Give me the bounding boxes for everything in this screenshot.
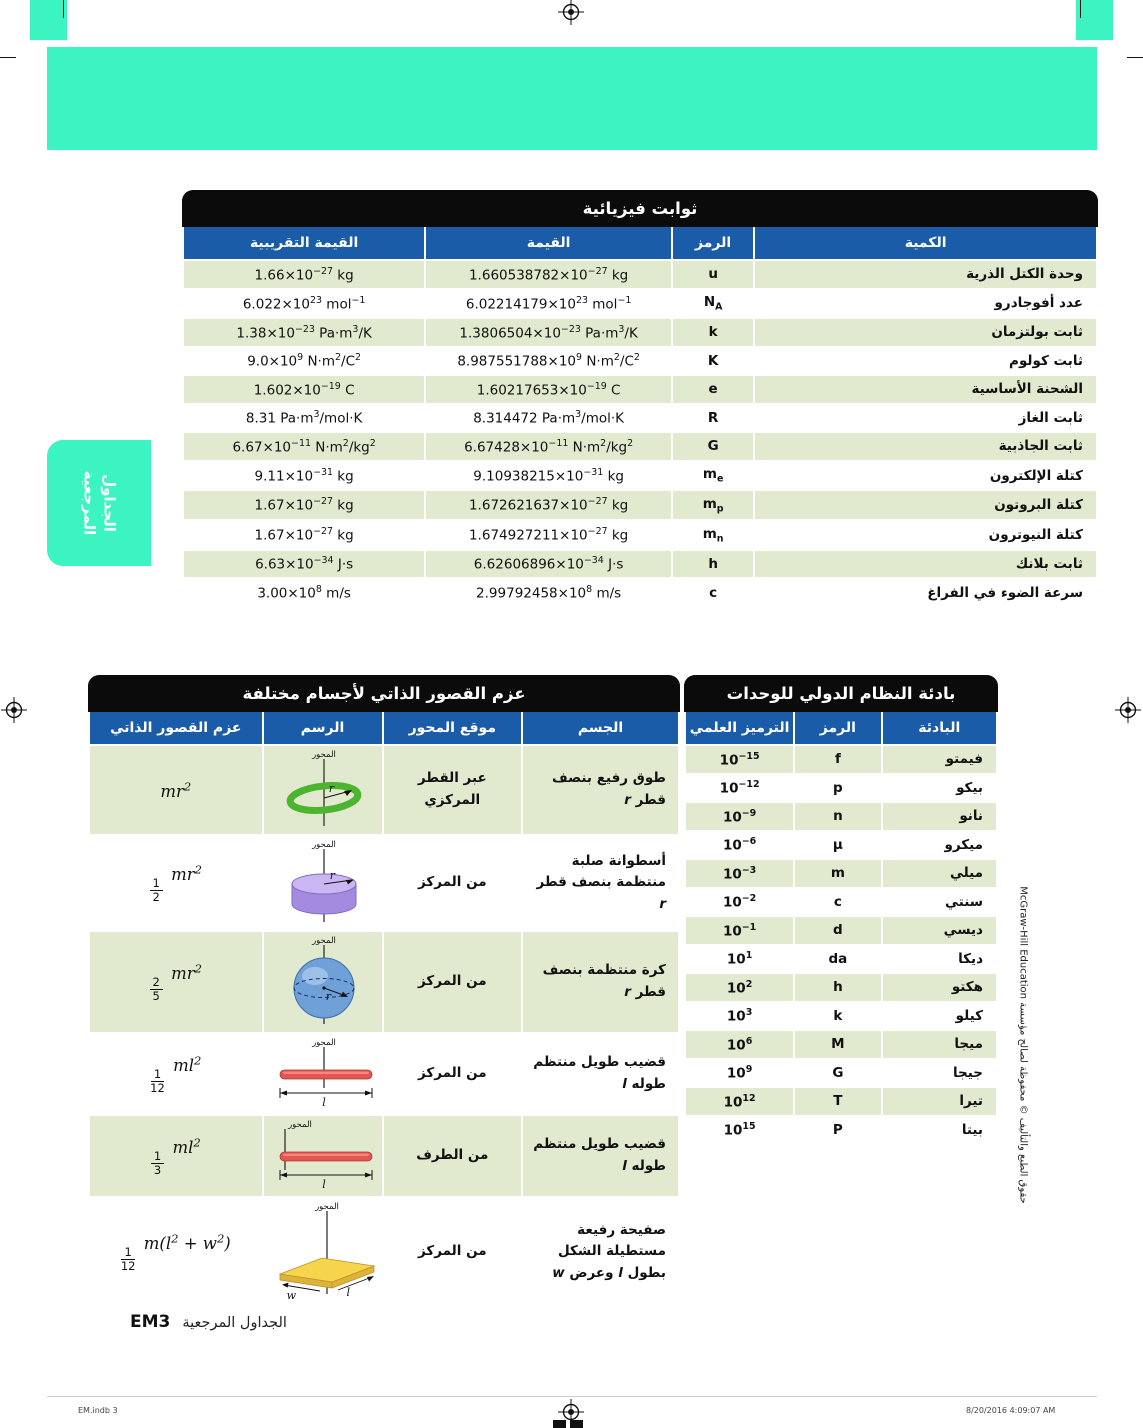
- constants-row: [183, 404, 1097, 433]
- prefix-row: [685, 1116, 997, 1145]
- inertia-axis-location: من المركز: [383, 1033, 522, 1115]
- rod-shape: [280, 1152, 372, 1161]
- constant-symbol: c: [672, 578, 754, 607]
- constant-approx-value: $6.63\times 10^{-34}$ J·s: [183, 550, 425, 579]
- si-prefixes-table: [684, 675, 998, 1145]
- print-color-bar: [570, 1420, 583, 1428]
- constant-approx-value: $1.66\times 10^{-27}$ kg: [183, 260, 425, 289]
- registration-mark-top: [558, 0, 584, 29]
- crop-mark: [63, 0, 64, 18]
- prefix-name: سنتي: [882, 888, 997, 917]
- prefix-notation: $10^3$: [685, 1002, 794, 1031]
- constant-approx-value: $1.67\times 10^{-27}$ kg: [183, 520, 425, 550]
- fraction: $\frac{2}{5}$: [150, 976, 163, 1002]
- prefix-symbol: h: [794, 973, 881, 1002]
- constant-value: $9.10938215\times 10^{-31}$ kg: [425, 461, 672, 491]
- prefix-symbol: M: [794, 1030, 881, 1059]
- constants-row: [183, 318, 1097, 347]
- constant-approx-value: $1.67\times 10^{-27}$ kg: [183, 490, 425, 520]
- prefix-row: [685, 945, 997, 974]
- moment-formula: $mr^2$: [160, 779, 192, 801]
- constant-value: $6.62606896\times 10^{-34}$ J·s: [425, 550, 672, 579]
- prefix-name: بيتا: [882, 1116, 997, 1145]
- prefix-notation: $10^2$: [685, 973, 794, 1002]
- col-header-approx: القيمة التقريبية: [183, 227, 425, 260]
- side-tab-label: الجداول المرجعية: [80, 470, 119, 536]
- prefix-notation: $10^{-1}$: [685, 916, 794, 945]
- prefix-name: نانو: [882, 802, 997, 831]
- footer-section-label: الجداول المرجعية: [182, 1315, 287, 1331]
- inertia-axis-location: من المركز: [383, 931, 522, 1033]
- prefix-row: [685, 1059, 997, 1088]
- axis-label: المحور: [311, 750, 336, 760]
- prefix-row: [685, 802, 997, 831]
- prefix-notation: $10^{12}$: [685, 1087, 794, 1116]
- inertia-body: قضيب طويل منتظم طوله l: [522, 1115, 679, 1197]
- constant-quantity: ثابت بولتزمان: [754, 318, 1097, 347]
- inertia-axis-location: من المركز: [383, 835, 522, 931]
- prefix-row: [685, 859, 997, 888]
- prefix-name: تيرا: [882, 1087, 997, 1116]
- constant-symbol: k: [672, 318, 754, 347]
- page-number: EM3: [130, 1312, 171, 1332]
- inertia-row-cylinder: [89, 835, 679, 931]
- prefix-notation: $10^{-15}$: [685, 745, 794, 774]
- prefix-symbol: p: [794, 774, 881, 803]
- prefix-name: بيكو: [882, 774, 997, 803]
- prefix-row: [685, 916, 997, 945]
- prefix-symbol: k: [794, 1002, 881, 1031]
- moment-of-inertia-table: [88, 675, 680, 1308]
- prefix-name: ديسي: [882, 916, 997, 945]
- prefix-row: [685, 1087, 997, 1116]
- rod-shape: [280, 1070, 372, 1079]
- constant-quantity: ثابت الغاز: [754, 404, 1097, 433]
- axis-label: المحور: [314, 1202, 339, 1212]
- prefix-name: ميجا: [882, 1030, 997, 1059]
- constant-approx-value: $3.00\times 10^8$ m/s: [183, 578, 425, 607]
- constant-quantity: كتلة النيوترون: [754, 520, 1097, 550]
- inertia-axis-location: من الطرف: [383, 1115, 522, 1197]
- prefix-notation: $10^{-6}$: [685, 831, 794, 860]
- constant-value: $1.660538782\times 10^{-27}$ kg: [425, 260, 672, 289]
- constant-quantity: وحدة الكتل الذرية: [754, 260, 1097, 289]
- constant-symbol: $m_p$: [672, 490, 754, 520]
- axis-label: المحور: [311, 1038, 336, 1048]
- constants-row: [183, 578, 1097, 607]
- prefix-name: ديكا: [882, 945, 997, 974]
- prefix-notation: $10^{-12}$: [685, 774, 794, 803]
- prefix-name: هكتو: [882, 973, 997, 1002]
- chapter-header-band: [47, 47, 1097, 150]
- crop-mark: [0, 57, 16, 58]
- constant-approx-value: $6.022\times 10^{23}$ mol$^{-1}$: [183, 289, 425, 319]
- prefix-row: [685, 774, 997, 803]
- plate-diagram: [263, 1197, 383, 1307]
- col-header-quantity: الكمية: [754, 227, 1097, 260]
- col-header-value: القيمة: [425, 227, 672, 260]
- prefix-notation: $10^{15}$: [685, 1116, 794, 1145]
- constant-approx-value: 8.31 $Pa\cdot m^3/mol\cdot K$: [183, 404, 425, 433]
- constant-symbol: h: [672, 550, 754, 579]
- print-timestamp: 8/20/2016 4:09:07 AM: [966, 1406, 1056, 1415]
- prefixes-table-title: بادئة النظام الدولي للوحدات: [684, 675, 998, 712]
- prefix-row: [685, 1002, 997, 1031]
- physical-constants-table: [182, 190, 1098, 608]
- constant-approx-value: $1.602\times 10^{-19}$ C: [183, 375, 425, 404]
- moment-formula: $m(l^2 + w^2)$: [143, 1231, 231, 1254]
- copyright-gutter: [1012, 886, 1034, 1204]
- constant-approx-value: $9.11\times 10^{-31}$ kg: [183, 461, 425, 491]
- inertia-row-rod-end: [89, 1115, 679, 1197]
- copyright-text: حقوق الطبع والتأليف © محفوظة لصالح مؤسسة McGraw-Hill Education: [1017, 886, 1029, 1204]
- print-file-info: EM.indb 3: [78, 1406, 118, 1415]
- constants-row: [183, 347, 1097, 376]
- inertia-moment: [89, 745, 263, 835]
- prefix-name: كيلو: [882, 1002, 997, 1031]
- constant-quantity: ثابت الجاذبية: [754, 432, 1097, 461]
- width-label: w: [286, 1289, 296, 1300]
- prefix-symbol: G: [794, 1059, 881, 1088]
- bottom-rule: [47, 1396, 1097, 1397]
- axis-label: المحور: [311, 936, 336, 946]
- prefix-name: فيمتو: [882, 745, 997, 774]
- constant-approx-value: $1.38\times 10^{-23}$ $Pa\cdot m^3/K$: [183, 318, 425, 347]
- reference-tables-side-tab: [47, 440, 151, 566]
- constant-value: $6.67428\times 10^{-11}$ $N\cdot m^2/kg^2$: [425, 432, 672, 461]
- col-header-axis-location: موقع المحور: [383, 712, 522, 745]
- constants-row: [183, 461, 1097, 491]
- constant-symbol: $m_n$: [672, 520, 754, 550]
- rod-end-diagram: [263, 1115, 383, 1197]
- constant-approx-value: $9.0\times 10^9$ $N\cdot m^2/C^2$: [183, 347, 425, 376]
- prefix-notation: $10^{-9}$: [685, 802, 794, 831]
- prefix-row: [685, 745, 997, 774]
- inertia-axis-location: من المركز: [383, 1197, 522, 1307]
- sphere-diagram: [263, 931, 383, 1033]
- length-label: l: [321, 1178, 326, 1190]
- prefix-row: [685, 831, 997, 860]
- inertia-row-hoop: [89, 745, 679, 835]
- registration-mark-right: [1115, 697, 1141, 727]
- prefix-row: [685, 888, 997, 917]
- inertia-header-row: [89, 712, 679, 745]
- inertia-moment: [89, 931, 263, 1033]
- length-label: l: [346, 1286, 350, 1299]
- inertia-body: كرة منتظمة بنصف قطر r: [522, 931, 679, 1033]
- constant-value: $2.99792458\times 10^8$ m/s: [425, 578, 672, 607]
- constant-value: $1.60217653\times 10^{-19}$ C: [425, 375, 672, 404]
- constants-row: [183, 520, 1097, 550]
- prefix-name: ميكرو: [882, 831, 997, 860]
- constant-value: $6.02214179\times 10^{23}$ mol$^{-1}$: [425, 289, 672, 319]
- inertia-row-rod-center: [89, 1033, 679, 1115]
- inertia-body: طوق رفيع بنصف قطر r: [522, 745, 679, 835]
- constant-quantity: كتلة الإلكترون: [754, 461, 1097, 491]
- inertia-body: صفيحة رفيعة مستطيلة الشكل بطول l وعرض w: [522, 1197, 679, 1307]
- col-header-symbol: الرمز: [672, 227, 754, 260]
- constants-table-title: ثوابت فيزيائية: [182, 190, 1098, 227]
- moment-formula: $mr^2$: [171, 961, 203, 984]
- radius-label: r: [329, 869, 335, 882]
- moment-formula: $ml^2$: [173, 1053, 202, 1076]
- inertia-axis-location: عبر القطر المركزي: [383, 745, 522, 835]
- prefix-symbol: T: [794, 1087, 881, 1116]
- fraction: $\frac{1}{12}$: [150, 1067, 165, 1095]
- col-header-drawing: الرسم: [263, 712, 383, 745]
- page-footer: [130, 1312, 287, 1332]
- col-header-body: الجسم: [522, 712, 679, 745]
- print-color-bar: [553, 1420, 566, 1428]
- inertia-moment: [89, 835, 263, 931]
- prefix-symbol: P: [794, 1116, 881, 1145]
- constant-quantity: كتلة البروتون: [754, 490, 1097, 520]
- col-header-prefix: البادئة: [882, 712, 997, 745]
- constant-symbol: $N_A$: [672, 289, 754, 319]
- col-header-prefix-symbol: الرمز: [794, 712, 881, 745]
- inertia-moment: [89, 1115, 263, 1197]
- prefix-notation: $10^{-2}$: [685, 888, 794, 917]
- constant-value: $8.987551788\times 10^9$ $N\cdot m^2/C^2$: [425, 347, 672, 376]
- prefix-symbol: f: [794, 745, 881, 774]
- prefix-symbol: n: [794, 802, 881, 831]
- constants-header-row: [183, 227, 1097, 260]
- constant-value: $1.672621637\times 10^{-27}$ kg: [425, 490, 672, 520]
- constants-row: [183, 375, 1097, 404]
- prefix-symbol: da: [794, 945, 881, 974]
- constant-quantity: عدد أفوجادرو: [754, 289, 1097, 319]
- constants-row: [183, 432, 1097, 461]
- prefix-notation: $10^6$: [685, 1030, 794, 1059]
- inertia-body: قضيب طويل منتظم طوله l: [522, 1033, 679, 1115]
- axis-label: المحور: [311, 840, 336, 850]
- axis-label: المحور: [287, 1120, 312, 1130]
- corner-color-patch-right: [1076, 0, 1113, 40]
- prefix-symbol: m: [794, 859, 881, 888]
- hoop-diagram: [263, 745, 383, 835]
- constants-row: [183, 490, 1097, 520]
- corner-color-patch-left: [30, 0, 67, 40]
- radius-label: r: [325, 990, 331, 1003]
- radius-label: r: [328, 782, 334, 795]
- prefix-row: [685, 1030, 997, 1059]
- fraction: $\frac{1}{12}$: [120, 1245, 136, 1273]
- prefix-symbol: μ: [794, 831, 881, 860]
- prefix-name: جيجا: [882, 1059, 997, 1088]
- prefix-notation: $10^{-3}$: [685, 859, 794, 888]
- inertia-moment: [89, 1033, 263, 1115]
- prefix-notation: $10^9$: [685, 1059, 794, 1088]
- fraction: $\frac{1}{3}$: [151, 1150, 164, 1176]
- fraction: $\frac{1}{2}$: [150, 877, 163, 903]
- prefix-symbol: d: [794, 916, 881, 945]
- constant-quantity: ثابت كولوم: [754, 347, 1097, 376]
- col-header-notation: الترميز العلمي: [685, 712, 794, 745]
- constants-row: [183, 289, 1097, 319]
- inertia-row-plate: [89, 1197, 679, 1307]
- prefix-name: ميلي: [882, 859, 997, 888]
- inertia-table-title: عزم القصور الذاتي لأجسام مختلفة: [88, 675, 680, 712]
- crop-mark: [1080, 0, 1081, 18]
- constant-symbol: e: [672, 375, 754, 404]
- prefix-symbol: c: [794, 888, 881, 917]
- constant-value: 8.314472 $Pa\cdot m^3/mol\cdot K$: [425, 404, 672, 433]
- prefix-notation: $10^1$: [685, 945, 794, 974]
- constant-value: $1.3806504\times 10^{-23}$ $Pa\cdot m^3/K$: [425, 318, 672, 347]
- constant-quantity: ثابت بلانك: [754, 550, 1097, 579]
- inertia-body: أسطوانة صلبة منتظمة بنصف قطر r: [522, 835, 679, 931]
- constant-symbol: u: [672, 260, 754, 289]
- col-header-moment: عزم القصور الذاتي: [89, 712, 263, 745]
- crop-mark: [1127, 57, 1143, 58]
- cylinder-diagram: [263, 835, 383, 931]
- constant-symbol: $m_e$: [672, 461, 754, 491]
- constant-approx-value: $6.67\times 10^{-11}$ $N\cdot m^2/kg^2$: [183, 432, 425, 461]
- length-label: l: [321, 1096, 326, 1108]
- registration-mark-left: [1, 697, 27, 727]
- prefixes-header-row: [685, 712, 997, 745]
- moment-formula: $ml^2$: [172, 1135, 201, 1158]
- constant-quantity: سرعة الضوء في الفراغ: [754, 578, 1097, 607]
- constant-symbol: G: [672, 432, 754, 461]
- constant-value: $1.674927211\times 10^{-27}$ kg: [425, 520, 672, 550]
- inertia-moment: [89, 1197, 263, 1307]
- inertia-row-sphere: [89, 931, 679, 1033]
- moment-formula: $mr^2$: [171, 862, 203, 885]
- constant-quantity: الشحنة الأساسية: [754, 375, 1097, 404]
- constant-symbol: K: [672, 347, 754, 376]
- prefix-row: [685, 973, 997, 1002]
- constants-row: [183, 550, 1097, 579]
- constants-row: [183, 260, 1097, 289]
- rod-center-diagram: [263, 1033, 383, 1115]
- constant-symbol: R: [672, 404, 754, 433]
